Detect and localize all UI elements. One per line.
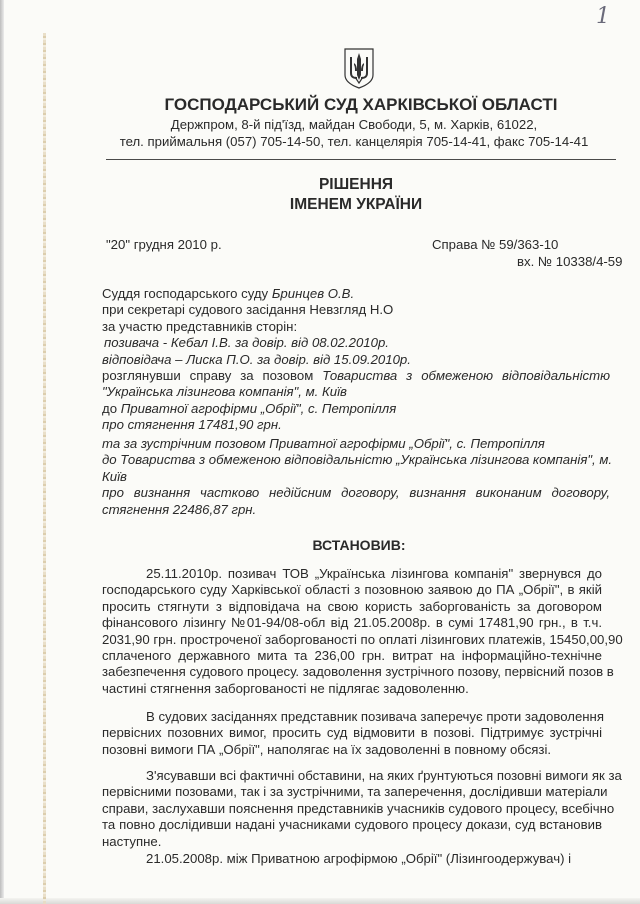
paragraph-line: первісних позовних вимог, просить суд відмовити в позові. Підтримує зустрічні [102,725,602,741]
page-bottom-edge [0,898,640,904]
paragraph-line: та повно дослідивши надані учасниками судового процесу докази, суд встановив [102,817,602,833]
secretary-line: при секретарі судового засідання Невзгляд Н.О [102,302,394,318]
header-divider [106,159,616,160]
claim-word: обмеженою [421,367,494,383]
plaintiff-representative: позивача - Кебал І.В. за довір. від 08.02.2010р. [104,335,389,351]
claim-word: Товариства [322,367,398,383]
paragraph-line: справи, заслухавши пояснення представників учасників судового процесу, всебічно [102,800,615,816]
defendant-representative: відповідача – Лиска П.О. за довір. від 15.09.2010р. [102,351,411,367]
counterclaim-line4: про визнання частково недійсним договору, визнання виконаним договору, [102,485,610,501]
judge-prefix: Суддя господарського суду [102,286,272,301]
claim-to-prefix: до [102,400,121,416]
paragraph-4 [102,851,602,867]
ukraine-trident-coat-of-arms-icon [343,47,375,89]
document-title: РІШЕННЯ [318,176,394,193]
handwritten-page-number: 1 [596,4,610,29]
paragraph-line: наступне. [102,833,162,849]
paragraph-1 [102,566,623,697]
case-number: Справа № 59/363-10 [432,237,559,252]
paragraph-line: просить стягнути з відповідача на свою користь заборгованість за договором [102,598,602,614]
counterclaim-line5: стягнення 22486,87 грн. [102,501,257,517]
counterclaim-line3: Київ [102,468,127,484]
document-subtitle: ІМЕНЕМ УКРАЇНИ [289,196,423,213]
paragraph-line: В судових засіданнях представник позивача заперечує проти задоволення [146,709,604,724]
decision-date: "20" грудня 2010 р. [106,237,222,252]
section-heading: ВСТАНОВИВ: [312,537,406,553]
claim-defendant-line [102,401,610,417]
court-address: Держпром, 8-й під'їзд, майдан Свободи, 5, м. Харків, 61022, [170,117,538,132]
claim-word: з [406,367,413,383]
binding-thread [43,33,46,904]
paragraph-2 [102,709,602,758]
paragraph-line: фінансового лізингу №01-94/08-обл від 21.05.2008р. в сумі 17481,90 грн., в т.ч. [102,615,602,631]
paragraph-line: сплаченого державного мита та 236,00 грн. витрат на інформаційно-технічне [102,647,602,663]
claim-word: відповідальністю [501,367,611,383]
judge-line [102,286,610,302]
claim-defendant: Приватної агрофірми „Обрії", с. Петропілля [120,400,397,416]
paragraph-3 [102,768,622,850]
counterclaim-line2: до Товариства з обмеженою відповідальністю „Українська лізингова компанія", м. [102,452,613,468]
paragraph-line: забезпечення судового процесу. задоволення зустрічного позову, первісний позов в [102,664,614,680]
claim-line [102,368,610,384]
incoming-number: вх. № 10338/4-59 [517,254,623,269]
counterclaim-line1: та за зустрічним позовом Приватної агрофірми „Обрії", с. Петропілля [102,436,545,451]
claim-prefix: розглянувши справу за позовом [102,367,314,383]
court-contacts: тел. приймальня (057) 705-14-50, тел. канцелярія 705-14-41, факс 705-14-41 [119,134,589,149]
paragraph-line: 2031,90 грн. простроченої заборгованості по оплаті лізингових платежів, 15450,00,90 [102,631,623,647]
claim-plaintiff-name: "Українська лізингова компанія", м. Київ [102,384,347,400]
paragraph-line: 21.05.2008р. між Приватною агрофірмою „Обрії" (Лізингоодержувач) і [146,851,572,866]
participants-line: за участю представників сторін: [102,318,298,334]
paragraph-line: частині стягнення заборгованості не підлягає задоволенню. [102,680,469,696]
judge-name: Бринцев О.В. [271,286,355,301]
court-name: ГОСПОДАРСЬКИЙ СУД ХАРКІВСЬКОЇ ОБЛАСТІ [164,95,558,114]
paragraph-line: первісними позовами, так і за зустрічними, та заперечення, дослідивши матеріали [102,784,608,800]
paragraph-line: 25.11.2010р. позивач ТОВ „Українська лізингова компанія" звернувся до [146,566,602,581]
paragraph-line: позовні вимоги ПА „Обрії", наполягає на їх задоволенні в повному обсязі. [102,741,552,757]
intro-block [102,286,610,434]
paragraph-line: З'ясувавши всі фактичні обставини, на яких ґрунтуються позовні вимоги як за [146,768,622,783]
paragraph-line: господарського суду Харківської області з позовною заявою до ПА „Обрії", в якій [102,582,602,598]
counterclaim-block [102,436,613,518]
claim-subject: про стягнення 17481,90 грн. [102,417,282,433]
